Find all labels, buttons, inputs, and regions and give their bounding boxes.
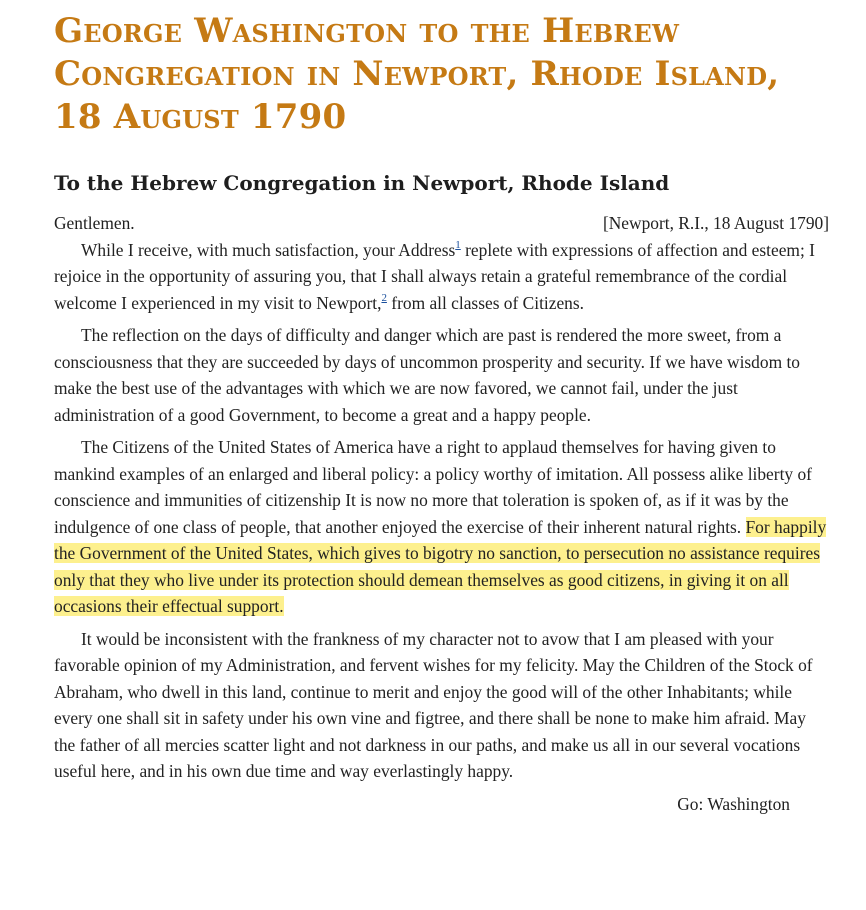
paragraph-3-text: The Citizens of the United States of America have a right to applaud themselves for having given to mankind examples of an enlarged and liberal policy: a policy worthy of imitation. All possess alike liberty of conscience and immunities of citizenship It is now no more that toleration is spoken of, as if it was by the indulgence of one class of people, that another enjoyed the exercise of their inherent natural rights.: [54, 437, 812, 537]
paragraph-3: [54, 434, 829, 620]
salutation: Gentlemen.: [54, 213, 135, 233]
letter-heading: To the Hebrew Congregation in Newport, Rhode Island: [54, 171, 670, 195]
signature: Go: Washington: [677, 793, 790, 814]
paragraph-1-text-c: from all classes of Citizens.: [386, 292, 584, 313]
footnote-link-2[interactable]: 2: [381, 291, 387, 304]
paragraph-4: It would be inconsistent with the frankness of my character not to avow that I am pleased with your favorable opinion of my Administration, and fervent wishes for my felicity. May the Children of the Stock of Abraham, who dwell in this land, continue to merit and enjoy the good will of the other Inhabitants; while every one shall sit in safety under his own vine and figtree, and there shall be none to make him afraid. May the father of all mercies scatter light and not darkness in our paths, and make us all in our several vocations useful here, and in his own due time and way everlastingly happy.: [54, 628, 813, 781]
highlighted-passage: For happily the Government of the United States, which gives to bigotry no sanction, to persecution no assistance requires only that they who live under its protection should demean themselves as good citizens, in giving it on all occasions their effectual support.: [54, 516, 827, 616]
paragraph-1-text-b: replete with expressions of affection and esteem; I rejoice in the opportunity of assuring you, that I shall always retain a grateful remembrance of the cordial welcome I experienced in my visit to Newport,: [54, 239, 815, 313]
page-title: George Washington to the Hebrew Congregation in Newport, Rhode Island, 18 August 1790: [54, 11, 780, 137]
paragraph-2: The reflection on the days of difficulty and danger which are past is rendered the more sweet, from a consciousness that they are succeeded by days of uncommon prosperity and security. If we have wisdom to make the best use of the advantages with which we are now favored, we cannot fail, under the just administration of a good Government, to become a great and a happy people.: [54, 325, 800, 425]
paragraph-1-text-a: While I receive, with much satisfaction, your Address: [81, 239, 456, 260]
paragraph-1: [54, 237, 829, 317]
footnote-link-1[interactable]: 1: [455, 238, 461, 251]
document-page: [54, 10, 829, 817]
dateline: [Newport, R.I., 18 August 1790]: [602, 213, 829, 233]
salutation-row: [54, 210, 829, 237]
